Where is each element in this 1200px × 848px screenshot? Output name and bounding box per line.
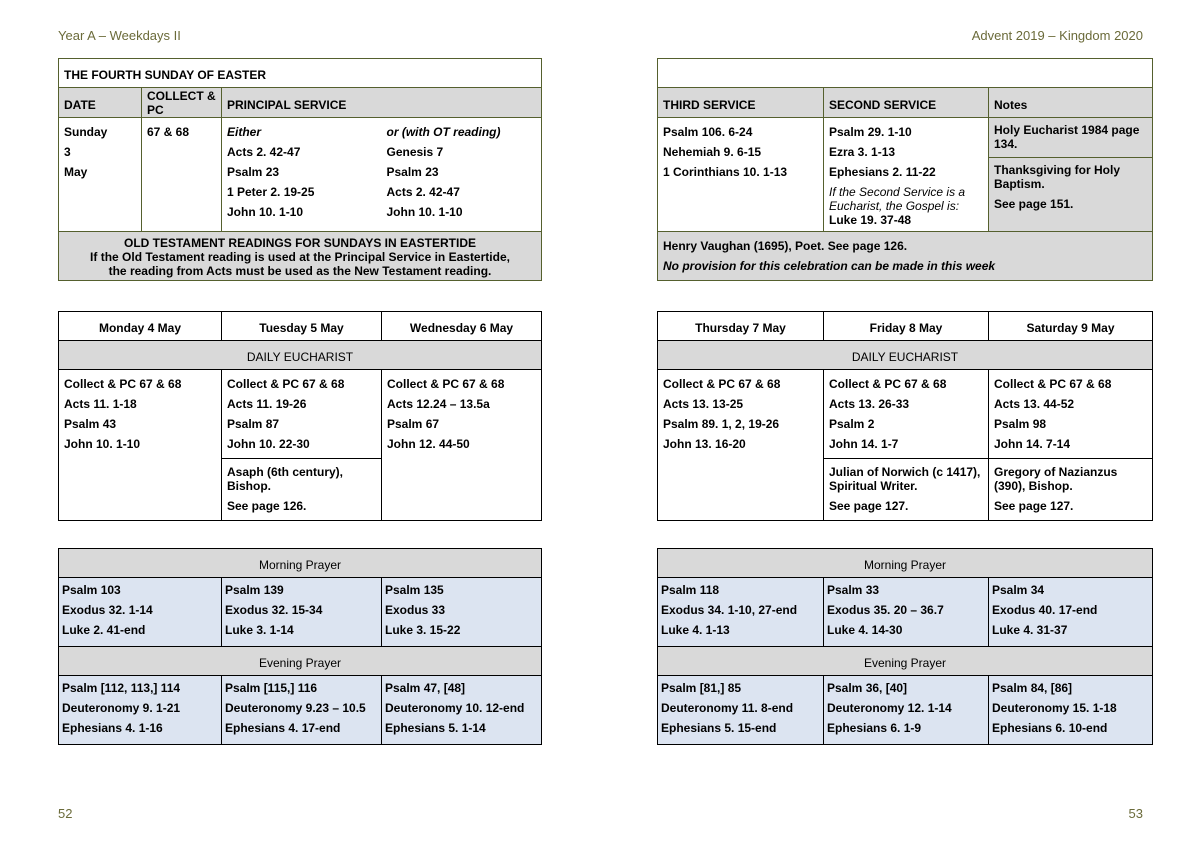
prayer-table-right [657, 548, 1153, 745]
reading: Psalm 47, [48] [385, 681, 466, 695]
reading: Ephesians 4. 17-end [225, 721, 341, 735]
note-text: Gregory of Nazianzus (390), Bishop. [994, 465, 1118, 493]
evening-readings [222, 676, 382, 745]
note-page: See page 126. [227, 499, 307, 513]
day-readings [989, 370, 1153, 459]
day-heading: Thursday 7 May [658, 312, 824, 341]
reading: Psalm [115,] 116 [225, 681, 318, 695]
morning-readings [382, 578, 542, 647]
principal-or [382, 118, 542, 232]
morning-readings [824, 578, 989, 647]
reading: Psalm 33 [827, 583, 880, 597]
commemoration-note: No provision for this celebration can be made in this week [663, 259, 996, 273]
reading: Collect & PC 67 & 68 [387, 377, 505, 391]
reading: 1 Corinthians 10. 1-13 [663, 165, 788, 179]
evening-readings [824, 676, 989, 745]
reading: John 14. 1-7 [829, 437, 899, 451]
reading: Luke 2. 41-end [62, 623, 146, 637]
or-heading: or (with OT reading) [386, 125, 501, 139]
reading: Psalm 36, [40] [827, 681, 908, 695]
reading: Ephesians 5. 15-end [661, 721, 777, 735]
reading: Acts 2. 42-47 [227, 145, 301, 159]
reading: Ephesians 5. 1-14 [385, 721, 486, 735]
evening-readings [989, 676, 1153, 745]
note-line: OLD TESTAMENT READINGS FOR SUNDAYS IN EASTERTIDE [123, 236, 477, 250]
reading: Deuteronomy 9.23 – 10.5 [225, 701, 366, 715]
morning-prayer-label: Morning Prayer [59, 549, 542, 578]
reading: John 10. 1-10 [64, 437, 141, 451]
day-note [824, 459, 989, 521]
eucharist-table-left [58, 311, 542, 521]
running-header-right: Advent 2019 – Kingdom 2020 [971, 28, 1143, 43]
reading: Psalm 23 [227, 165, 280, 179]
reading: Psalm [112, 113,] 114 [62, 681, 181, 695]
morning-readings [658, 578, 824, 647]
ot-readings-note [59, 232, 542, 281]
note-page: See page 127. [829, 499, 909, 513]
reading: Nehemiah 9. 6-15 [663, 145, 762, 159]
day-heading: Tuesday 5 May [222, 312, 382, 341]
morning-prayer-label: Morning Prayer [658, 549, 1153, 578]
eucharist-table-right [657, 311, 1153, 521]
day-heading: Saturday 9 May [989, 312, 1153, 341]
reading: Psalm 29. 1-10 [829, 125, 912, 139]
sunday-services-table [657, 58, 1153, 281]
note-page: See page 127. [994, 499, 1074, 513]
note-line: If the Old Testament reading is used at the Principal Service in Eastertide, [90, 250, 510, 264]
reading: Psalm 23 [386, 165, 439, 179]
reading: Acts 2. 42-47 [386, 185, 460, 199]
sunday-collect [142, 118, 222, 232]
evening-readings [59, 676, 222, 745]
reading: Acts 11. 1-18 [64, 397, 137, 411]
reading: Ephesians 6. 10-end [992, 721, 1108, 735]
day-heading: Monday 4 May [59, 312, 222, 341]
reading: John 10. 1-10 [386, 205, 463, 219]
reading: Ephesians 6. 1-9 [827, 721, 922, 735]
reading: Exodus 32. 1-14 [62, 603, 153, 617]
date-line: May [64, 165, 88, 179]
reading: Deuteronomy 15. 1-18 [992, 701, 1117, 715]
blank-title-row [658, 59, 1153, 88]
reading: Psalm 118 [661, 583, 720, 597]
reading: John 14. 7-14 [994, 437, 1071, 451]
second-service [824, 118, 989, 232]
notes-b-page: See page 151. [994, 197, 1074, 211]
reading: Exodus 33 [385, 603, 446, 617]
reading: John 10. 1-10 [227, 205, 304, 219]
reading: 1 Peter 2. 19-25 [227, 185, 315, 199]
reading: John 10. 22-30 [227, 437, 310, 451]
reading: Luke 4. 14-30 [827, 623, 903, 637]
reading: Collect & PC 67 & 68 [227, 377, 345, 391]
reading: Psalm 34 [992, 583, 1045, 597]
daily-eucharist-label: DAILY EUCHARIST [59, 341, 542, 370]
notes-a [989, 118, 1152, 158]
second-note: If the Second Service is a Eucharist, the Gospel is: [829, 185, 966, 213]
morning-readings [222, 578, 382, 647]
note-line: the reading from Acts must be used as the New Testament reading. [108, 264, 492, 278]
reading: Psalm 43 [64, 417, 117, 431]
col-notes: Notes [989, 88, 1153, 118]
day-readings [59, 370, 222, 521]
reading: Psalm 135 [385, 583, 444, 597]
commemoration-text: Henry Vaughan (1695), Poet. See page 126. [663, 239, 908, 253]
reading: Ephesians 2. 11-22 [829, 165, 936, 179]
day-readings [658, 370, 824, 521]
day-note [222, 459, 382, 521]
reading: John 12. 44-50 [387, 437, 470, 451]
sunday-title: THE FOURTH SUNDAY OF EASTER [59, 59, 542, 88]
prayer-table-left [58, 548, 542, 745]
sunday-table [58, 58, 542, 281]
evening-readings [658, 676, 824, 745]
day-readings [824, 370, 989, 459]
notes-b [989, 158, 1152, 211]
third-service [658, 118, 824, 232]
reading: Psalm 87 [227, 417, 280, 431]
sunday-date [59, 118, 142, 232]
col-date: DATE [59, 88, 142, 118]
reading: Acts 13. 13-25 [663, 397, 744, 411]
reading: Exodus 35. 20 – 36.7 [827, 603, 944, 617]
reading: Psalm [81,] 85 [661, 681, 742, 695]
page-number-right: 53 [1128, 806, 1143, 821]
evening-prayer-label: Evening Prayer [59, 647, 542, 676]
note-text: Asaph (6th century), Bishop. [227, 465, 344, 493]
daily-eucharist-label: DAILY EUCHARIST [658, 341, 1153, 370]
day-heading: Friday 8 May [824, 312, 989, 341]
col-principal: PRINCIPAL SERVICE [222, 88, 542, 118]
reading: Acts 12.24 – 13.5a [387, 397, 490, 411]
reading: Psalm 2 [829, 417, 875, 431]
reading: Collect & PC 67 & 68 [829, 377, 947, 391]
reading: Collect & PC 67 & 68 [663, 377, 781, 391]
morning-readings [59, 578, 222, 647]
reading: Genesis 7 [386, 145, 444, 159]
reading: Luke 3. 15-22 [385, 623, 461, 637]
reading: Luke 4. 1-13 [661, 623, 730, 637]
reading: Psalm 84, [86] [992, 681, 1073, 695]
reading: Deuteronomy 12. 1-14 [827, 701, 952, 715]
col-second: SECOND SERVICE [824, 88, 989, 118]
reading: Psalm 98 [994, 417, 1047, 431]
commemoration [658, 232, 1153, 281]
day-readings [222, 370, 382, 459]
reading: Ezra 3. 1-13 [829, 145, 896, 159]
collect-value: 67 & 68 [147, 125, 190, 139]
reading: Deuteronomy 9. 1-21 [62, 701, 181, 715]
reading: John 13. 16-20 [663, 437, 746, 451]
page-number-left: 52 [58, 806, 73, 821]
day-heading: Wednesday 6 May [382, 312, 542, 341]
reading: Acts 13. 44-52 [994, 397, 1075, 411]
reading: Exodus 34. 1-10, 27-end [661, 603, 798, 617]
reading: Ephesians 4. 1-16 [62, 721, 163, 735]
reading: Acts 13. 26-33 [829, 397, 910, 411]
reading: Deuteronomy 10. 12-end [385, 701, 525, 715]
notes-cell [989, 118, 1153, 232]
day-readings [382, 370, 542, 521]
reading: Luke 3. 1-14 [225, 623, 294, 637]
reading: Deuteronomy 11. 8-end [661, 701, 794, 715]
reading: Psalm 89. 1, 2, 19-26 [663, 417, 780, 431]
reading: Psalm 139 [225, 583, 284, 597]
col-third: THIRD SERVICE [658, 88, 824, 118]
second-note-ref: Luke 19. 37-48 [829, 213, 912, 227]
evening-readings [382, 676, 542, 745]
note-text: Julian of Norwich (c 1417), Spiritual Writer. [829, 465, 981, 493]
reading: Psalm 103 [62, 583, 121, 597]
date-line: 3 [64, 145, 71, 159]
reading: Luke 4. 31-37 [992, 623, 1068, 637]
notes-a-text: Holy Eucharist 1984 page 134. [994, 123, 1140, 151]
morning-readings [989, 578, 1153, 647]
col-collect: COLLECT & PC [142, 88, 222, 118]
reading: Exodus 32. 15-34 [225, 603, 323, 617]
date-line: Sunday [64, 125, 108, 139]
reading: Collect & PC 67 & 68 [994, 377, 1112, 391]
notes-b-text: Thanksgiving for Holy Baptism. [994, 163, 1121, 191]
reading: Psalm 106. 6-24 [663, 125, 753, 139]
reading: Psalm 67 [387, 417, 440, 431]
running-header-left: Year A – Weekdays II [58, 28, 181, 43]
principal-either [222, 118, 382, 232]
reading: Acts 11. 19-26 [227, 397, 307, 411]
reading: Collect & PC 67 & 68 [64, 377, 182, 391]
day-note [989, 459, 1153, 521]
reading: Exodus 40. 17-end [992, 603, 1098, 617]
evening-prayer-label: Evening Prayer [658, 647, 1153, 676]
either-heading: Either [227, 125, 262, 139]
